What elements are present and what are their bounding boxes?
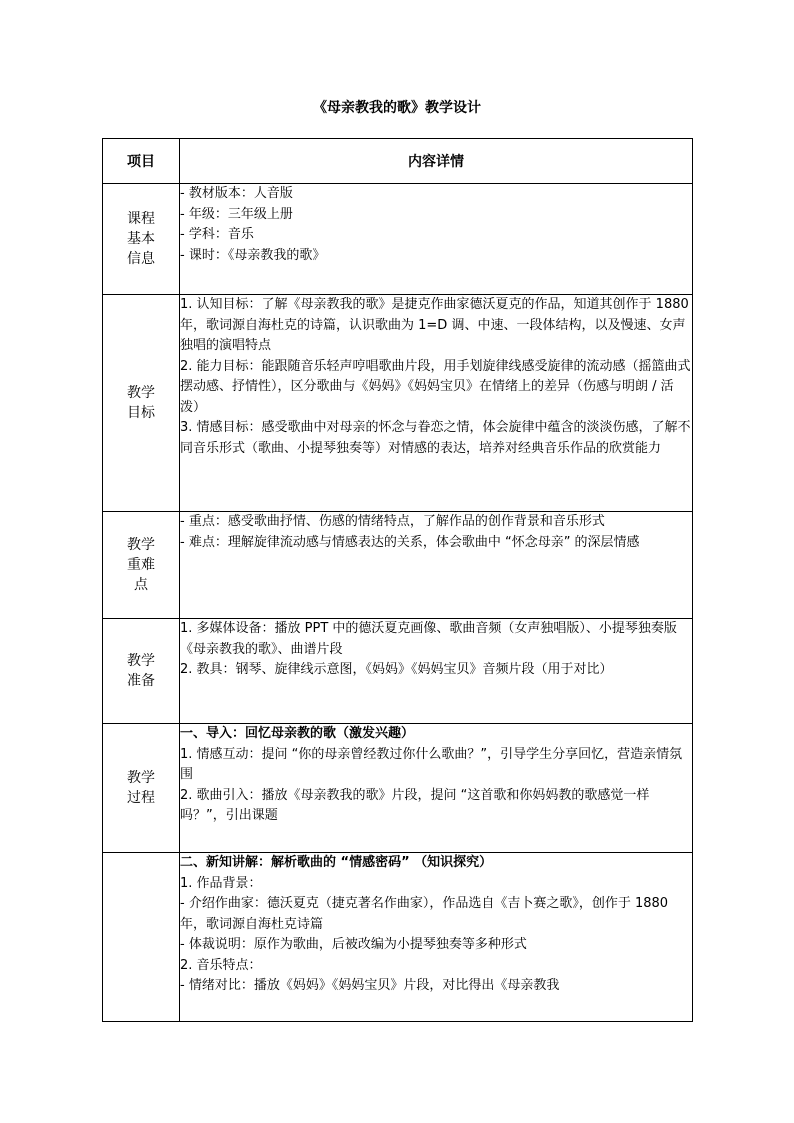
row-label — [103, 295, 180, 512]
row-content — [180, 512, 693, 619]
content-line: - 情绪对比：播放《妈妈》《妈妈宝贝》片段，对比得出《母亲教我 — [180, 978, 560, 993]
lesson-plan-table — [102, 138, 693, 1022]
row-label-line: 基本 — [127, 231, 155, 247]
content-line: - 教材版本：人音版 — [180, 186, 293, 201]
row-label-line: 点 — [134, 577, 148, 593]
content-line: - 重点：感受歌曲抒情、伤感的情绪特点，了解作品的创作背景和音乐形式 — [180, 514, 605, 529]
row-label-line: 过程 — [127, 790, 155, 806]
row-label — [103, 184, 180, 295]
table-row-preparation — [103, 619, 693, 724]
header-content: 内容详情 — [180, 139, 693, 184]
content-line: 2. 歌曲引入：播放《母亲教我的歌》片段，提问 “这首歌和你妈妈教的歌感觉一样吗？”，引出课题 — [180, 787, 650, 823]
row-label — [103, 724, 180, 853]
content-line: - 难点：理解旋律流动感与情感表达的关系，体会歌曲中 “怀念母亲” 的深层情感 — [180, 534, 640, 550]
content-line: 2. 教具：钢琴、旋律线示意图，《妈妈》《妈妈宝贝》音频片段（用于对比） — [180, 662, 613, 677]
content-line: - 学科：音乐 — [180, 227, 254, 242]
row-label-line: 信息 — [127, 251, 155, 267]
row-label-line: 教学 — [127, 653, 155, 669]
row-label — [103, 512, 180, 619]
row-label-empty — [103, 853, 180, 1022]
document-title: 《母亲教我的歌》教学设计 — [313, 100, 481, 116]
section-heading: 二、新知讲解：解析歌曲的 “情感密码” （知识探究） — [180, 855, 493, 870]
content-line: 2. 音乐特点： — [180, 957, 262, 973]
row-label-line: 重难 — [127, 557, 155, 573]
row-label-line: 准备 — [127, 673, 155, 689]
table-row-key-points — [103, 512, 693, 619]
table-row-new-knowledge — [103, 853, 693, 1022]
content-line: - 年级：三年级上册 — [180, 206, 293, 222]
row-label-line: 目标 — [127, 405, 155, 421]
row-content — [180, 295, 693, 512]
row-label-line: 教学 — [127, 537, 155, 553]
row-label-line: 教学 — [127, 770, 155, 786]
row-content — [180, 619, 693, 724]
table-row-basic-info — [103, 184, 693, 295]
table-row-objectives — [103, 295, 693, 512]
content-line: 1. 认知目标：了解《母亲教我的歌》是捷克作曲家德沃夏克的作品，知道其创作于 1880 年，歌词源自海杜克的诗篇，认识歌曲为 1=D 调、中速、一段体结构，以及慢速、女声独唱的演唱特点 — [180, 297, 689, 353]
row-content — [180, 724, 693, 853]
content-line: 2. 能力目标：能跟随音乐轻声哼唱歌曲片段，用手划旋律线感受旋律的流动感（摇篮曲式摆动感、抒情性），区分歌曲与《妈妈》《妈妈宝贝》在情绪上的差异（伤感与明朗 / 活泼） — [180, 358, 691, 415]
content-line: - 课时：《母亲教我的歌》 — [180, 247, 326, 263]
content-line: 1. 作品背景： — [180, 875, 262, 891]
content-line: 1. 多媒体设备：播放 PPT 中的德沃夏克画像、歌曲音频（女声独唱版）、小提琴独奏版《母亲教我的歌》、曲谱片段 — [180, 621, 677, 657]
row-content — [180, 853, 693, 1022]
section-heading: 一、导入：回忆母亲教的歌（激发兴趣） — [180, 726, 415, 741]
row-content — [180, 184, 693, 295]
table-header-row — [103, 139, 693, 184]
content-line: 1. 情感互动：提问 “你的母亲曾经教过你什么歌曲？”，引导学生分享回忆，营造亲情氛围 — [180, 746, 683, 782]
row-label — [103, 619, 180, 724]
content-line: - 体裁说明：原作为歌曲，后被改编为小提琴独奏等多种形式 — [180, 937, 527, 952]
row-label-line: 课程 — [127, 211, 155, 227]
content-line: - 介绍作曲家：德沃夏克（捷克著名作曲家），作品选自《吉卜赛之歌》，创作于 1880 年，歌词源自海杜克诗篇 — [180, 896, 669, 932]
header-item: 项目 — [103, 139, 180, 184]
row-label-line: 教学 — [127, 385, 155, 401]
table-row-process — [103, 724, 693, 853]
content-line: 3. 情感目标：感受歌曲中对母亲的怀念与眷恋之情，体会旋律中蕴含的淡淡伤感，了解不同音乐形式（歌曲、小提琴独奏等）对情感的表达，培养对经典音乐作品的欣赏能力 — [180, 420, 691, 456]
